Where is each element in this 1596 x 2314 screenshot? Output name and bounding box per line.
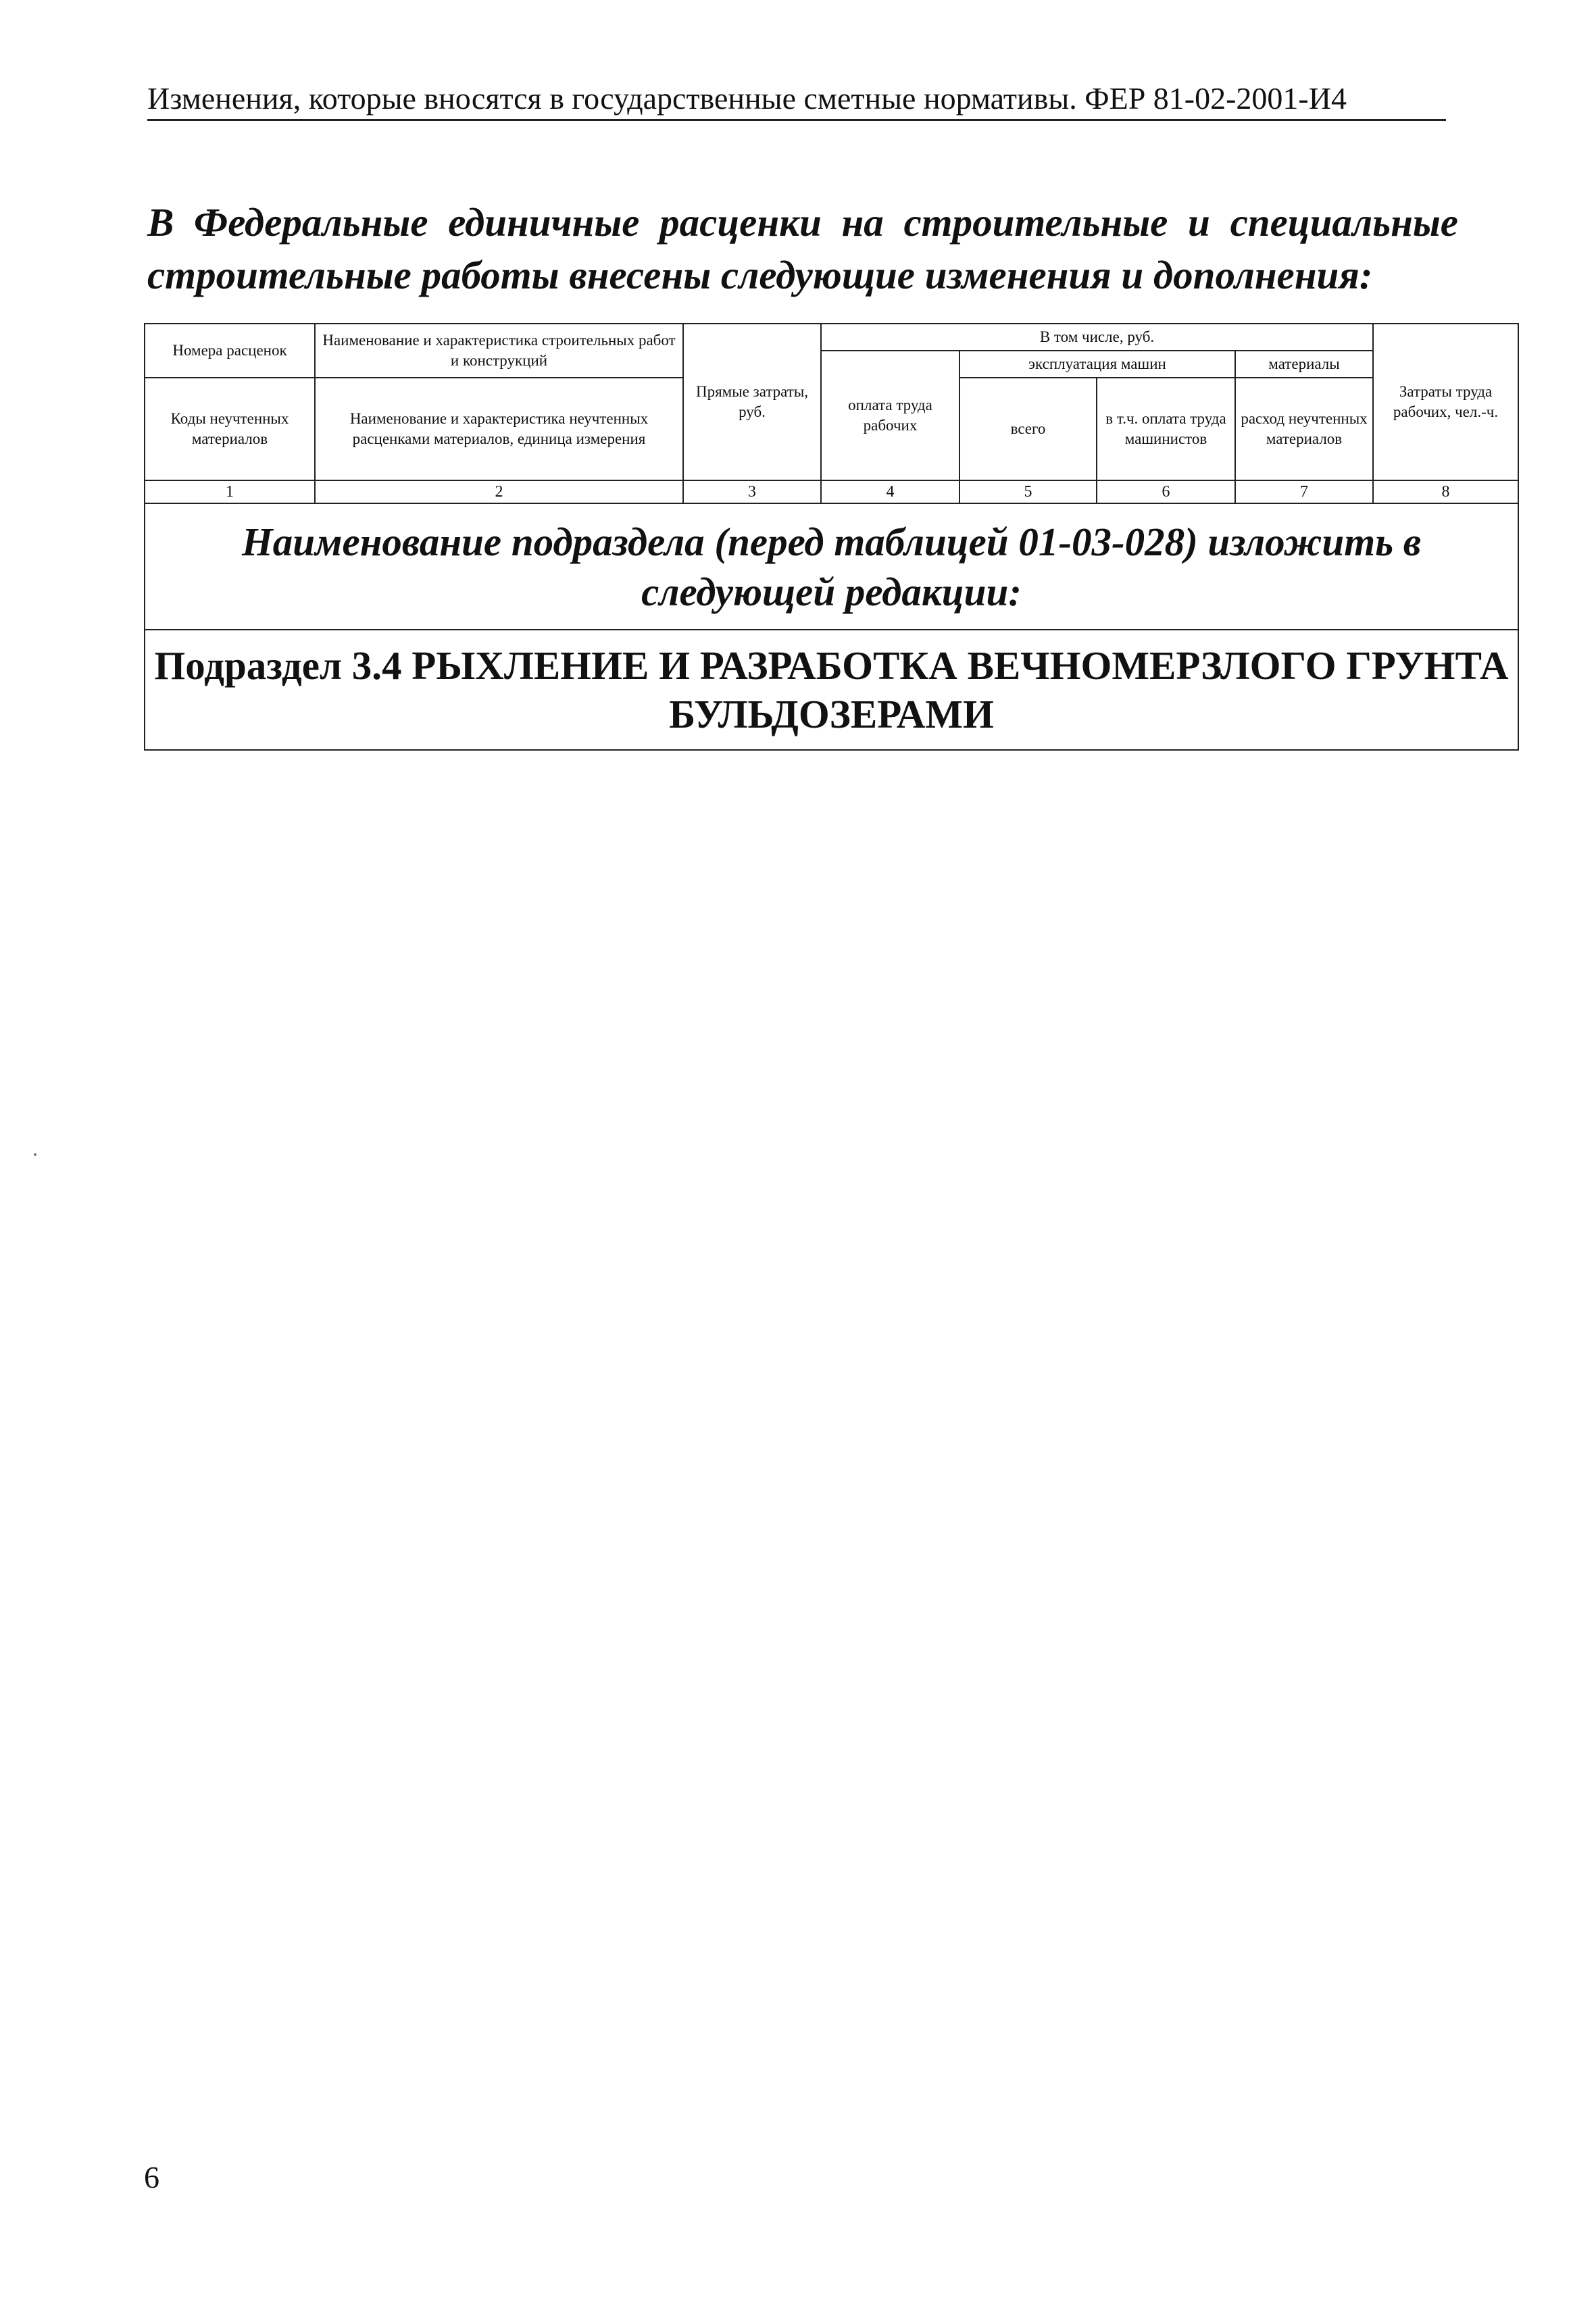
column-number: 8 [1373, 480, 1518, 503]
header-machine-total: всего [959, 378, 1097, 480]
page-number: 6 [144, 2160, 159, 2194]
header-labor-costs: Затраты труда рабочих, чел.-ч. [1373, 324, 1518, 480]
rates-table [144, 323, 1519, 751]
column-number: 6 [1097, 480, 1235, 503]
intro-heading: В Федеральные единичные расценки на строительные и специальные строительные работы внесены следующие изменения и дополнения: [147, 200, 1458, 297]
column-number: 3 [683, 480, 821, 503]
column-number: 2 [315, 480, 683, 503]
header-worker-wages: оплата труда рабочих [821, 351, 959, 480]
header-material-consumption: расход неучтенных материалов [1235, 378, 1373, 480]
instruction-text: Наименование подраздела (перед таблицей 01-03-028) изложить в следующей редакции: [145, 503, 1518, 630]
column-number: 1 [145, 480, 315, 503]
column-number: 4 [821, 480, 959, 503]
header-machine-operation: эксплуатация машин [959, 351, 1235, 378]
header-work-name: Наименование и характеристика строительных работ и конструкций [315, 324, 683, 378]
header-direct-costs: Прямые затраты, руб. [683, 324, 821, 480]
header-rate-numbers: Номера расценок [145, 324, 315, 378]
running-header: Изменения, которые вносятся в государственные сметные нормативы. ФЕР 81-02-2001-И4 [147, 80, 1446, 121]
column-number: 5 [959, 480, 1097, 503]
header-material-codes: Коды неучтенных материалов [145, 378, 315, 480]
header-including-rub: В том числе, руб. [821, 324, 1373, 351]
header-machinist-wages: в т.ч. оплата труда машинистов [1097, 378, 1235, 480]
column-number: 7 [1235, 480, 1373, 503]
header-material-name: Наименование и характеристика неучтенных расценками материалов, единица измерения [315, 378, 683, 480]
scan-speck [34, 1153, 36, 1156]
subsection-title: Подраздел 3.4 РЫХЛЕНИЕ И РАЗРАБОТКА ВЕЧНОМЕРЗЛОГО ГРУНТА БУЛЬДОЗЕРАМИ [145, 630, 1518, 750]
header-materials: материалы [1235, 351, 1373, 378]
